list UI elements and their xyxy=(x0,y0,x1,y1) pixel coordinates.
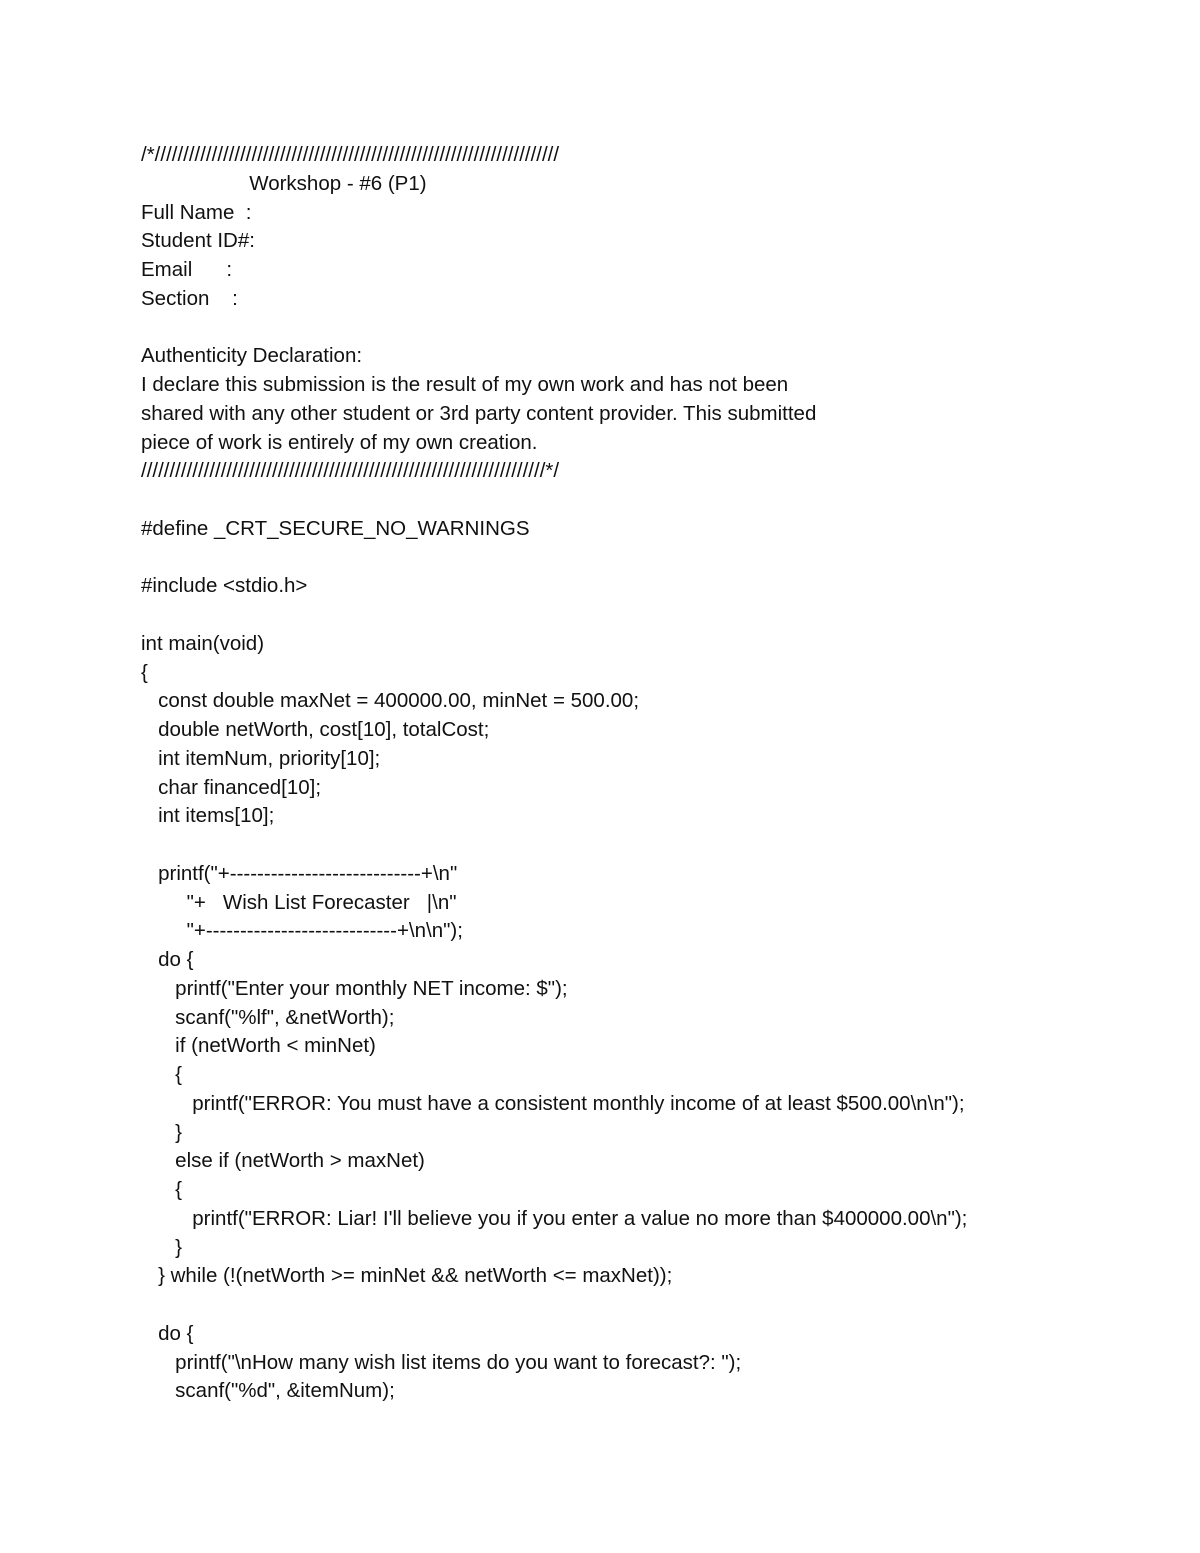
code-line: printf("Enter your monthly NET income: $"); xyxy=(141,976,568,1000)
workshop-title: Workshop - #6 (P1) xyxy=(141,171,427,195)
email-field: Email : xyxy=(141,258,233,281)
code-line: printf("\nHow many wish list items do you want to forecast?: "); xyxy=(141,1350,742,1374)
full-name-field: Full Name : xyxy=(141,200,252,224)
code-line: scanf("%lf", &netWorth); xyxy=(141,1005,395,1029)
code-line: int items[10]; xyxy=(141,804,275,828)
code-line: int itemNum, priority[10]; xyxy=(141,746,381,770)
main-open-brace: { xyxy=(141,660,148,684)
define-directive: #define _CRT_SECURE_NO_WARNINGS xyxy=(141,516,530,540)
authenticity-line-1: I declare this submission is the result of my own work and has not been xyxy=(141,373,789,396)
code-line: } xyxy=(141,1120,183,1144)
spacer xyxy=(141,486,1141,515)
code-line: { xyxy=(141,1178,183,1201)
code-line: "+----------------------------+\n\n"); xyxy=(141,919,463,943)
code-line: do { xyxy=(141,948,194,971)
code-line: char financed[10]; xyxy=(141,775,322,799)
spacer xyxy=(141,601,1141,630)
spacer xyxy=(141,831,1141,860)
code-line: else if (netWorth > maxNet) xyxy=(141,1149,425,1173)
code-line: printf("ERROR: Liar! I'll believe you if you enter a value no more than $400000.00\n"); xyxy=(141,1206,968,1230)
authenticity-line-3: piece of work is entirely of my own creation. xyxy=(141,430,538,454)
document-body xyxy=(141,141,1141,1406)
code-line: double netWorth, cost[10], totalCost; xyxy=(141,718,490,741)
code-line: { xyxy=(141,1063,183,1086)
comment-open-line: /*/////////////////////////////////////////////////////////////////////// xyxy=(141,143,560,166)
code-line: do { xyxy=(141,1321,194,1345)
section-field: Section : xyxy=(141,286,238,310)
spacer xyxy=(141,1291,1141,1320)
code-line: if (netWorth < minNet) xyxy=(141,1034,376,1058)
spacer xyxy=(141,544,1141,573)
code-line: "+ Wish List Forecaster |\n" xyxy=(141,890,457,914)
code-line: printf("+----------------------------+\n" xyxy=(141,861,458,885)
include-directive: #include <stdio.h> xyxy=(141,574,308,598)
code-line: const double maxNet = 400000.00, minNet = 500.00; xyxy=(141,689,640,713)
authenticity-line-2: shared with any other student or 3rd party content provider. This submitted xyxy=(141,401,817,425)
authenticity-heading: Authenticity Declaration: xyxy=(141,344,363,368)
code-line: } xyxy=(141,1235,183,1259)
comment-close-line: ///////////////////////////////////////////////////////////////////////*/ xyxy=(141,459,560,483)
spacer xyxy=(141,314,1141,343)
main-signature: int main(void) xyxy=(141,631,265,655)
code-line: } while (!(netWorth >= minNet && netWorth <= maxNet)); xyxy=(141,1264,673,1288)
code-line: printf("ERROR: You must have a consistent monthly income of at least $500.00\n\n"); xyxy=(141,1091,965,1115)
student-id-field: Student ID#: xyxy=(141,229,255,253)
code-line: scanf("%d", &itemNum); xyxy=(141,1379,395,1403)
